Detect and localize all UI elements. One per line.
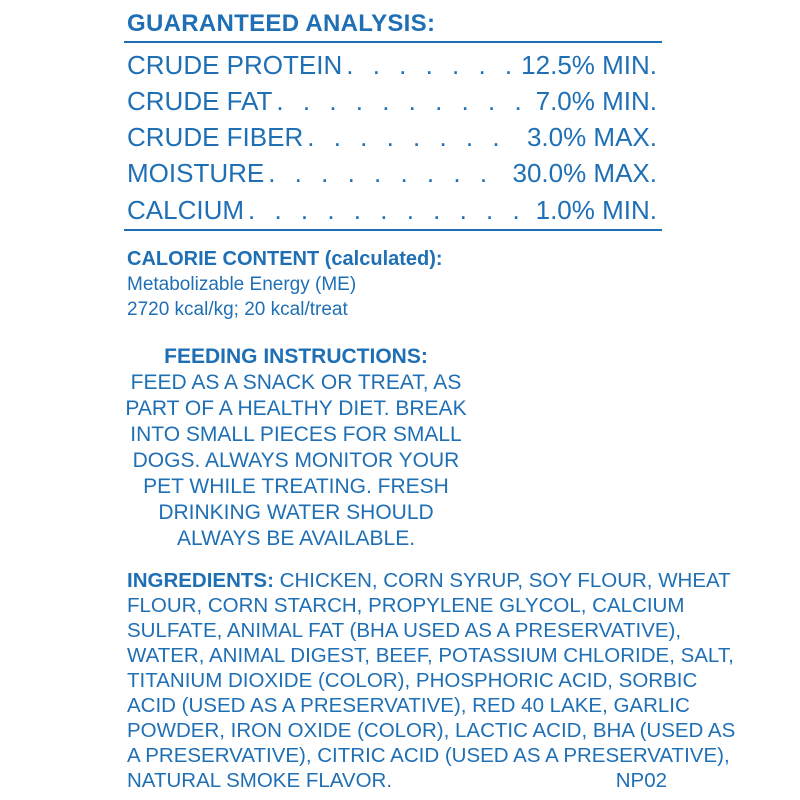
guaranteed-analysis-bottom-rule [124,229,662,231]
ingredients-line: WATER, ANIMAL DIGEST, BEEF, POTASSIUM CHLORIDE, SALT, [127,644,734,667]
ingredients-line: POWDER, IRON OXIDE (COLOR), LACTIC ACID, BHA (USED AS [127,719,736,742]
ingredients-label: INGREDIENTS: [127,569,274,592]
analysis-row-moisture [127,157,657,189]
dot-leader [303,121,521,153]
analysis-row-crude-fat [127,85,657,117]
analysis-value: 3.0% MAX. [526,122,657,152]
ingredients-line: TITANIUM DIOXIDE (COLOR), PHOSPHORIC ACID, SORBIC [127,669,698,692]
ingredients-line: A PRESERVATIVE), CITRIC ACID (USED AS A PRESERVATIVE), [127,744,730,767]
analysis-row-crude-fiber [127,121,657,153]
analysis-name: CRUDE FAT [127,86,273,116]
analysis-row-calcium [127,194,657,226]
analysis-name: MOISTURE [127,158,265,188]
dot-leader [244,194,530,226]
ingredients-line: SULFATE, ANIMAL FAT (BHA USED AS A PRESERVATIVE), [127,619,682,642]
analysis-value: 30.0% MAX. [512,158,657,188]
ingredients-line: ACID (USED AS A PRESERVATIVE), RED 40 LAKE, GARLIC [127,694,690,717]
calorie-content-title: CALORIE CONTENT (calculated): [127,248,443,270]
calorie-content-line-1: Metabolizable Energy (ME) [127,274,357,295]
feeding-line: ALWAYS BE AVAILABLE. [176,527,416,550]
ingredients-section [127,568,736,793]
analysis-value: 7.0% MIN. [535,86,657,116]
guaranteed-analysis-top-rule [124,41,662,43]
dot-leader [342,49,515,81]
analysis-value: 1.0% MIN. [535,195,657,225]
feeding-line: PET WHILE TREATING. FRESH [143,475,449,498]
analysis-row-crude-protein [127,49,657,81]
feeding-line: PART OF A HEALTHY DIET. BREAK [125,397,467,420]
calorie-content-line-2: 2720 kcal/kg; 20 kcal/treat [127,299,348,320]
dot-leader [272,85,529,117]
ingredients-text: CHICKEN, CORN SYRUP, SOY FLOUR, WHEAT [273,569,731,592]
analysis-name: CRUDE PROTEIN [127,50,343,80]
guaranteed-analysis-title: GUARANTEED ANALYSIS: [127,10,436,37]
product-code: NP02 [615,769,667,792]
feeding-line: INTO SMALL PIECES FOR SMALL [130,423,462,446]
feeding-line: FEED AS A SNACK OR TREAT, AS [130,371,462,394]
feeding-instructions-title: FEEDING INSTRUCTIONS: [164,345,428,368]
feeding-line: DOGS. ALWAYS MONITOR YOUR [132,449,460,472]
analysis-name: CRUDE FIBER [127,122,304,152]
ingredients-line: FLOUR, CORN STARCH, PROPYLENE GLYCOL, CALCIUM [127,594,685,617]
ingredients-last-line [127,768,667,793]
dot-leader [264,157,506,189]
ingredients-first-line [127,568,731,593]
ingredients-last-text: NATURAL SMOKE FLAVOR. [127,769,393,792]
feeding-instructions-section [118,344,474,552]
feeding-line: DRINKING WATER SHOULD [158,501,434,524]
analysis-value: 12.5% MIN. [521,50,657,80]
analysis-name: CALCIUM [127,195,245,225]
